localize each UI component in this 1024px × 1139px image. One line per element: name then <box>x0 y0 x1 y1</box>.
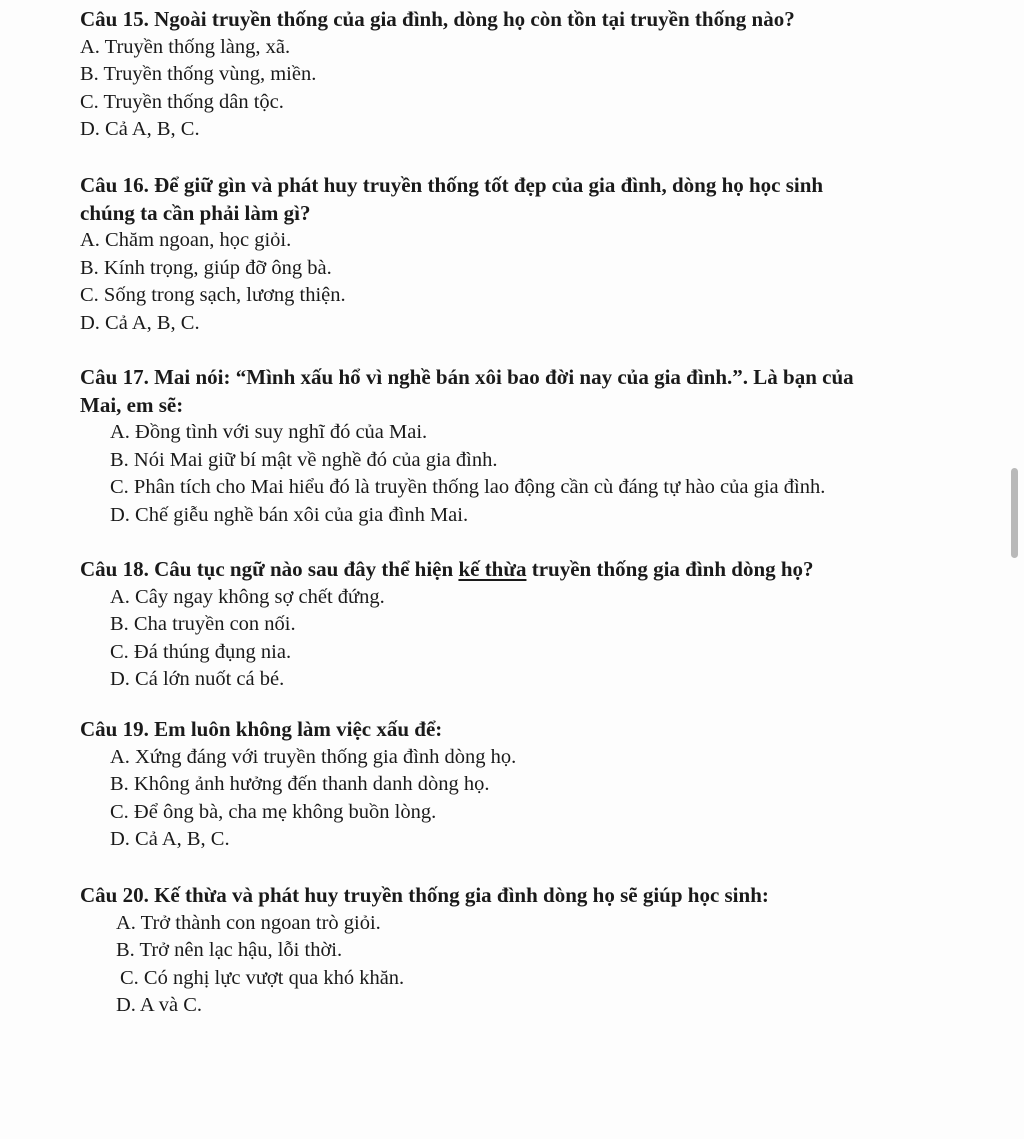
option-list <box>80 34 960 144</box>
option-d: D. Cả A, B, C. <box>80 311 200 334</box>
option-c: C. Để ông bà, cha mẹ không buồn lòng. <box>110 800 437 823</box>
option-d: D. Cả A, B, C. <box>80 118 200 140</box>
question-title-start: Câu 18. Câu tục ngữ nào sau đây thể hiện <box>80 557 459 581</box>
question-title-line-2: chúng ta cần phải làm gì? <box>80 200 311 225</box>
option-d: D. Chế giễu nghề bán xôi của gia đình Mai. <box>110 503 469 526</box>
option-list <box>80 419 960 529</box>
option-a: A. Đồng tình với suy nghĩ đó của Mai. <box>110 421 428 443</box>
question-17 <box>80 364 960 529</box>
option-c: C. Sống trong sạch, lương thiện. <box>80 284 346 306</box>
question-19 <box>80 716 960 854</box>
option-b: B. Truyền thống vùng, miền. <box>80 63 317 85</box>
option-b: B. Nói Mai giữ bí mật về nghề đó của gia đình. <box>110 448 498 471</box>
question-18 <box>80 556 960 694</box>
option-b: B. Cha truyền con nối. <box>110 613 296 635</box>
question-title-end: truyền thống gia đình dòng họ? <box>526 557 814 581</box>
option-d: D. Cá lớn nuốt cá bé. <box>110 668 285 690</box>
underlined-keyword: kế thừa <box>458 557 527 581</box>
option-list <box>80 584 960 694</box>
option-d: D. A và C. <box>116 994 202 1016</box>
question-title <box>80 556 960 584</box>
option-a: A. Chăm ngoan, học giỏi. <box>80 229 292 251</box>
option-a: A. Truyền thống làng, xã. <box>80 35 291 58</box>
option-list <box>80 744 960 854</box>
question-title: Câu 15. Ngoài truyền thống của gia đình, dòng họ còn tồn tại truyền thống nào? <box>80 7 795 31</box>
option-c: C. Phân tích cho Mai hiểu đó là truyền thống lao động cần cù đáng tự hào của gia đình. <box>110 476 826 498</box>
question-15 <box>80 6 960 144</box>
option-a: A. Xứng đáng với truyền thống gia đình dòng họ. <box>110 745 517 768</box>
question-title-line-2: Mai, em sẽ: <box>80 392 184 417</box>
option-c: C. Đá thúng đụng nia. <box>110 640 292 663</box>
question-title: Câu 19. Em luôn không làm việc xấu để: <box>80 717 443 741</box>
option-list <box>80 227 960 337</box>
scrollbar-thumb[interactable] <box>1011 468 1018 558</box>
question-title: Câu 20. Kế thừa và phát huy truyền thống gia đình dòng họ sẽ giúp học sinh: <box>80 883 769 907</box>
option-b: B. Không ảnh hưởng đến thanh danh dòng họ. <box>110 773 490 795</box>
option-b: B. Kính trọng, giúp đỡ ông bà. <box>80 256 332 279</box>
option-a: A. Trở thành con ngoan trò giỏi. <box>116 911 381 934</box>
option-c: C. Có nghị lực vượt qua khó khăn. <box>120 966 405 989</box>
question-title-line-1: Câu 17. Mai nói: “Mình xấu hổ vì nghề bán xôi bao đời nay của gia đình.”. Là bạn của <box>80 365 854 389</box>
question-20 <box>80 882 960 1020</box>
option-a: A. Cây ngay không sợ chết đứng. <box>110 585 385 608</box>
option-c: C. Truyền thống dân tộc. <box>80 90 284 113</box>
question-title-line-1: Câu 16. Để giữ gìn và phát huy truyền thống tốt đẹp của gia đình, dòng họ học sinh <box>80 173 824 197</box>
option-list <box>80 910 960 1020</box>
option-d: D. Cả A, B, C. <box>110 828 230 850</box>
question-16 <box>80 172 960 337</box>
option-b: B. Trở nên lạc hậu, lỗi thời. <box>116 939 343 961</box>
